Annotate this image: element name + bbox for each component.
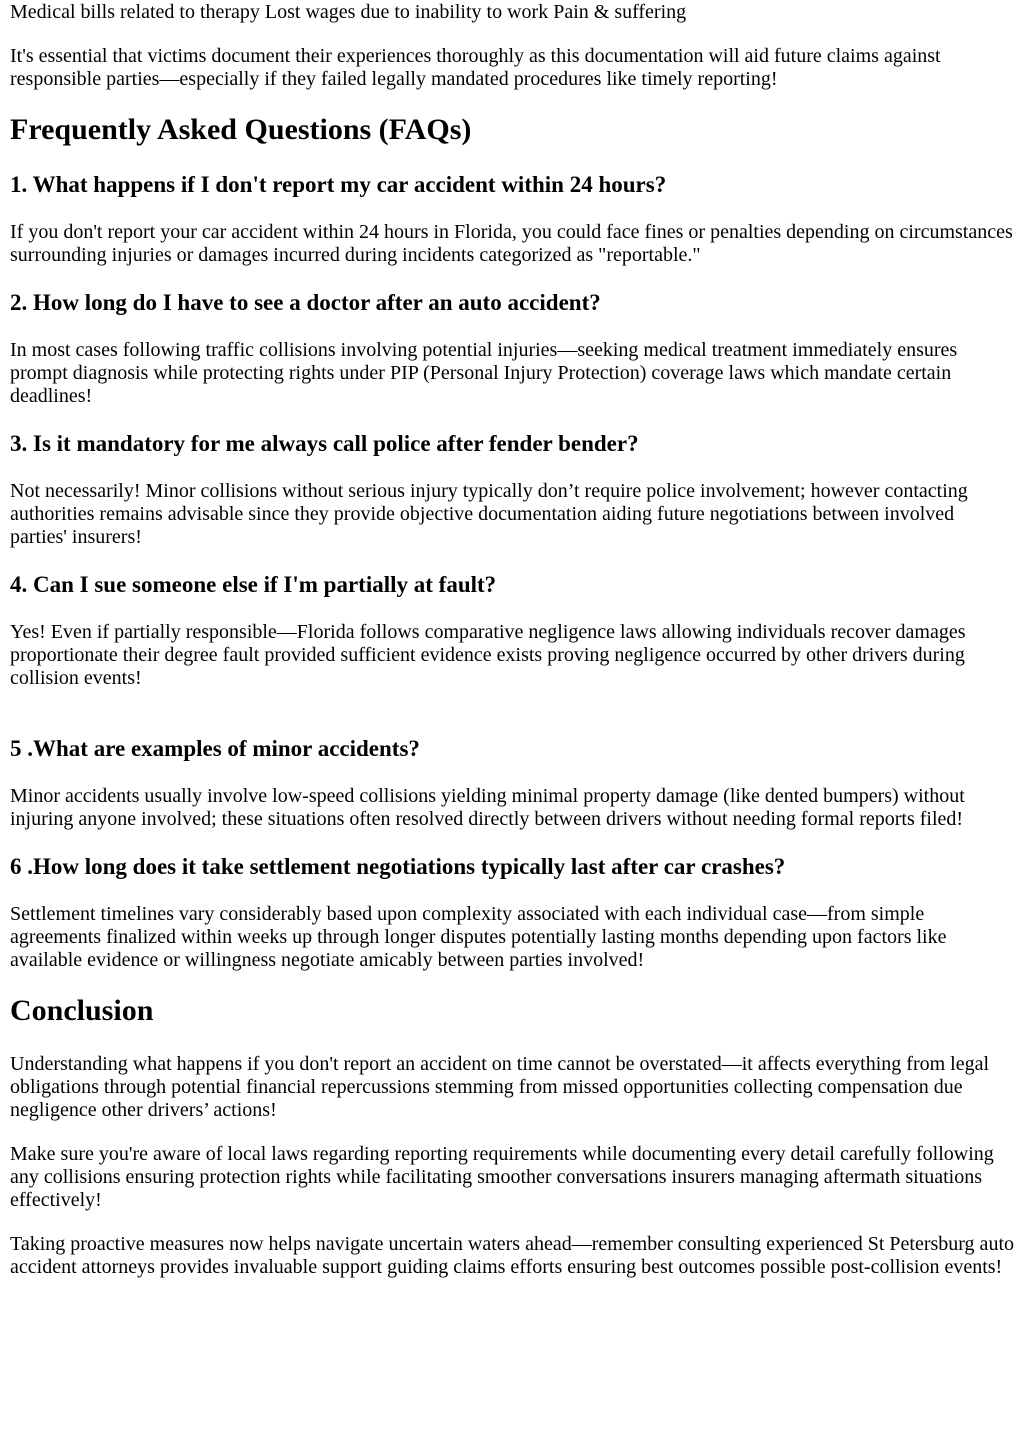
faq-answer-2: In most cases following traffic collisions involving potential injuries—seeking medical treatment immediately ensures prompt diagnosis while protecting rights under PIP (Personal Injury Protection) coverage laws which mandate certain deadlines! xyxy=(10,339,958,407)
documentation-paragraph: It's essential that victims document their experiences thoroughly as this documentation will aid future claims against responsible parties—especially if they failed legally mandated procedures like timely reporting! xyxy=(10,45,941,90)
conclusion-paragraph-3: Taking proactive measures now helps navigate uncertain waters ahead—remember consulting experienced St Petersburg auto accident attorneys provides invaluable support guiding claims efforts ensuring best outcomes possible post-collision events! xyxy=(10,1233,1014,1278)
article-body xyxy=(0,1,1024,1279)
conclusion-paragraph-2: Make sure you're aware of local laws regarding reporting requirements while documenting every detail carefully following any collisions ensuring protection rights while facilitating smoother conversations insurers managing aftermath situations effectively! xyxy=(10,1143,994,1211)
faq-answer-5: Minor accidents usually involve low-speed collisions yielding minimal property damage (like dented bumpers) without injuring anyone involved; these situations often resolved directly between drivers without needing formal reports filed! xyxy=(10,785,965,830)
faq-question-3: 3. Is it mandatory for me always call police after fender bender? xyxy=(10,431,639,456)
faq-question-6: 6 .How long does it take settlement negotiations typically last after car crashes? xyxy=(10,854,786,879)
faq-question-1: 1. What happens if I don't report my car accident within 24 hours? xyxy=(10,172,667,197)
faq-heading: Frequently Asked Questions (FAQs) xyxy=(10,113,472,146)
faq-question-2: 2. How long do I have to see a doctor after an auto accident? xyxy=(10,290,601,315)
conclusion-paragraph-1: Understanding what happens if you don't report an accident on time cannot be overstated—it affects everything from legal obligations through potential financial repercussions stemming from missed opportunities collecting compensation due negligence other drivers’ actions! xyxy=(10,1053,990,1121)
faq-answer-4: Yes! Even if partially responsible—Florida follows comparative negligence laws allowing individuals recover damages proportionate their degree fault provided sufficient evidence exists proving negligence occurred by other drivers during collision events! xyxy=(10,621,966,689)
line-break-spacer xyxy=(10,690,1014,713)
conclusion-heading: Conclusion xyxy=(10,994,154,1027)
faq-answer-1: If you don't report your car accident within 24 hours in Florida, you could face fines or penalties depending on circumstances surrounding injuries or damages incurred during incidents categorized as "reportable." xyxy=(10,221,1013,266)
faq-question-5: 5 .What are examples of minor accidents? xyxy=(10,736,420,761)
faq-answer-6: Settlement timelines vary considerably based upon complexity associated with each individual case—from simple agreements finalized within weeks up through longer disputes potentially lasting months depending upon factors like available evidence or willingness negotiate amicably between parties involved! xyxy=(10,903,947,971)
faq-answer-3: Not necessarily! Minor collisions without serious injury typically don’t require police involvement; however contacting authorities remains advisable since they provide objective documentation aiding future negotiations between involved parties' insurers! xyxy=(10,480,968,548)
faq-question-4: 4. Can I sue someone else if I'm partially at fault? xyxy=(10,572,497,597)
damages-list-text: Medical bills related to therapy Lost wages due to inability to work Pain & suffering xyxy=(10,1,687,23)
